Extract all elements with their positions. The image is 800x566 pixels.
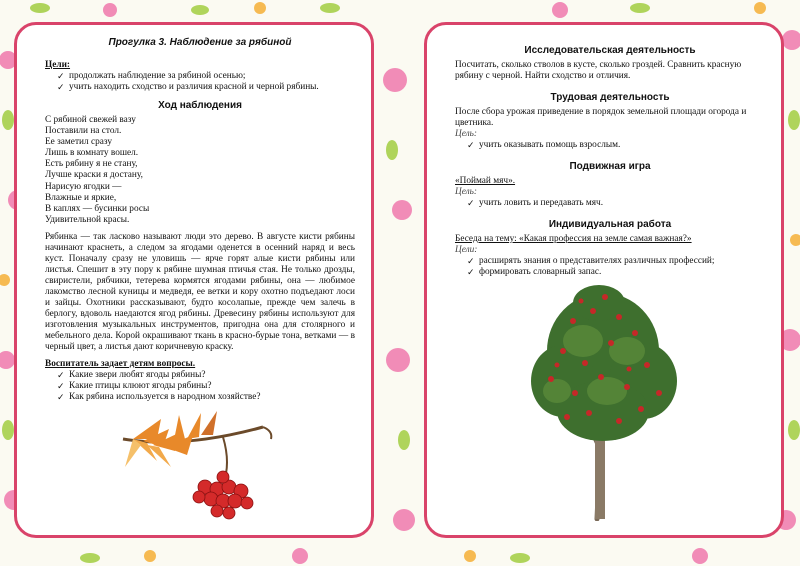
labor-goal-item: ✓ учить оказывать помощь взрослым.: [467, 140, 765, 151]
poem-line: Ее заметил сразу: [45, 137, 112, 148]
right-page: [424, 22, 784, 538]
question-item: ✓ Какие звери любят ягоды рябины?: [57, 370, 355, 381]
research-text: Посчитать, сколько стволов в кусте, сколько гроздей. Сравнить красную рябину с черной. Найти сходство и отличия.: [455, 60, 742, 81]
game-name: «Поймай мяч».: [455, 176, 516, 186]
question-item: ✓ Как рябина используется в народном хозяйстве?: [57, 392, 355, 403]
individual-topic: Беседа на тему: «Какая профессия на земле самая важная?»: [455, 234, 692, 244]
poem-line: В каплях — бусинки росы: [45, 203, 150, 214]
walk-title: Прогулка 3. Наблюдение за рябиной: [108, 37, 292, 48]
left-page-content: [45, 37, 355, 403]
labor-heading: Трудовая деятельность: [550, 92, 670, 103]
goals-list: [57, 71, 355, 93]
labor-goal-label: Цель:: [455, 129, 477, 139]
research-heading: Исследовательская деятельность: [524, 45, 696, 56]
game-heading: Подвижная игра: [569, 161, 651, 172]
game-goal-label: Цель:: [455, 187, 477, 197]
poem-line: Удивительной красы.: [45, 214, 130, 225]
individual-goals-list: [467, 256, 765, 278]
individual-heading: Индивидуальная работа: [548, 219, 672, 230]
rowan-tree-illustration: [523, 281, 683, 521]
labor-goals-list: [467, 140, 765, 151]
poem-line: Влажные и яркие,: [45, 192, 117, 203]
game-goals-list: [467, 198, 765, 209]
poem-line: С рябиной свежей вазу: [45, 115, 136, 125]
individual-goal-item: ✓ расширять знания о представителях различных профессий;: [467, 256, 765, 267]
poem-line: Есть рябину я не стану,: [45, 159, 138, 170]
question-item: ✓ Какие птицы клюют ягоды рябины?: [57, 381, 355, 392]
individual-goal-item: ✓ формировать словарный запас.: [467, 267, 765, 278]
rowan-branch-illustration: [113, 409, 283, 521]
poem: [45, 115, 355, 226]
goal-item: ✓ продолжать наблюдение за рябиной осенью;: [57, 71, 355, 82]
poem-line: Лучше краски я достану,: [45, 170, 143, 181]
poem-line: Нарисую ягодки —: [45, 181, 122, 192]
rowan-paragraph: Рябинка — так ласково называют люди это дерево. В августе кисти рябины начинают краснеть, а следом за ягодами оденется в осенний наряд и весь куст. Поначалу сразу не уловишь — ярче горят алые кисти рябины или листья. Спешит в эту пору к рябине шумная птичья стая. Не только дрозды, свиристели, рябчики, тетерева кормятся ягодами рябины, она — любимое лакомство лесной куницы и медведя, ее ветки и кору охотно подъедают лоси и зайцы. Охотники рассказывают, будто косолапые, прежде чем залечь в берлогу, вдоволь наедаются ягод рябины. Древесину рябины используют для изготовления музыкальных инструментов, пригодна она для столярного и мебельного дела. Корой окрашивают ткань в красно-бурые тона, ветками — в черный цвет, а листья дают коричневую краску.: [45, 231, 355, 352]
right-page-content: [455, 45, 765, 278]
goal-item: ✓ учить находить сходство и различия красной и черной рябины.: [57, 82, 355, 93]
labor-text: После сбора урожая приведение в порядок земельной площади огорода и цветника.: [455, 107, 747, 128]
goals-label: Цели:: [45, 60, 71, 70]
questions-list: [57, 370, 355, 403]
questions-label: Воспитатель задает детям вопросы.: [45, 358, 196, 369]
left-page: [14, 22, 374, 538]
individual-goals-label: Цели:: [455, 245, 478, 255]
poem-line: Лишь в комнату вошел.: [45, 148, 139, 159]
observation-heading: Ход наблюдения: [158, 100, 242, 111]
poem-line: Поставили на стол.: [45, 126, 122, 137]
game-goal-item: ✓ учить ловить и передавать мяч.: [467, 198, 765, 209]
